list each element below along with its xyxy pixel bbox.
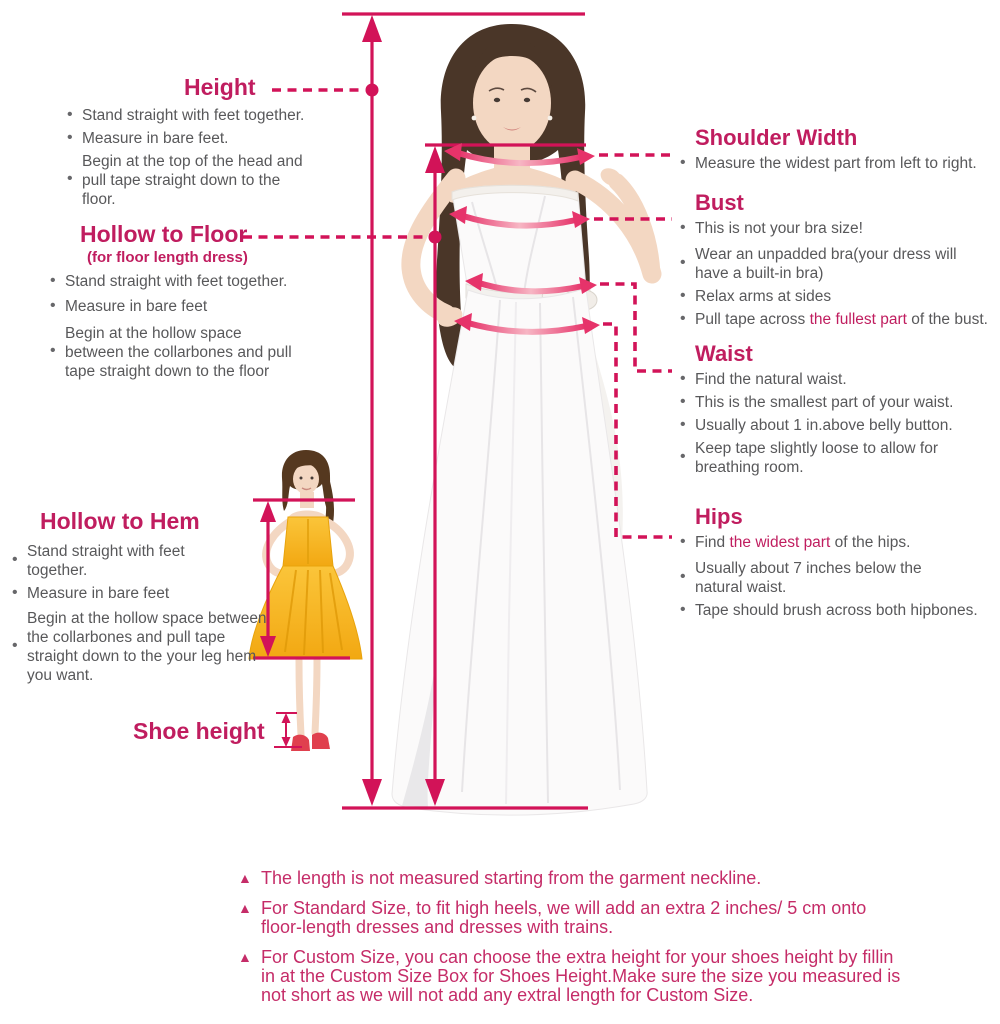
main-model-illustration (392, 24, 652, 815)
hips-bullet: • Tape should brush across both hipbones. (678, 601, 963, 620)
section-height (62, 76, 322, 209)
footnote: ▲ The length is not measured starting from the garment neckline. (238, 868, 762, 888)
bust-bullet: • Relax arms at sides (678, 287, 963, 306)
section-waist (676, 343, 996, 477)
small-model-left-shoe (291, 735, 310, 751)
hollow-to-hem-bullet: • Begin at the hollow space between the collarbones and pull tape straight down to the your leg hem you want. (10, 609, 268, 685)
hollow-to-floor-subtitle: (for floor length dress) (87, 248, 248, 266)
bust-title: Bust (695, 190, 744, 215)
bust-bullet: • This is not your bra size! (678, 219, 963, 238)
waist-title: Waist (695, 341, 753, 366)
shoe-height-title: Shoe height (133, 718, 265, 744)
hollow-to-hem-bullet: • Stand straight with feet together. (10, 542, 207, 580)
shoulder-width-bullet: • Measure the widest part from left to right. (678, 154, 963, 173)
section-hips (676, 506, 1000, 620)
footnote: ▲ For Custom Size, you can choose the extra height for your shoes height by fillin in at the Custom Size Box for Shoes Height.Make sure the size you measured is not short as we will not add any extral length for Custom Size. (238, 947, 901, 1005)
hips-bullet: • Usually about 7 inches below the natural waist. (678, 559, 963, 597)
height-bullet: • Begin at the top of the head and pull tape straight down to the floor. (65, 152, 317, 209)
bust-bullet: • Wear an unpadded bra(your dress will have a built-in bra) (678, 245, 963, 283)
waist-bullet: • Keep tape slightly loose to allow for breathing room. (678, 439, 963, 477)
warning-triangle-icon: ▲ (238, 949, 252, 965)
hollow-to-floor-bullet: • Begin at the hollow space between the collarbones and pull tape straight down to the floor (48, 324, 298, 381)
hollow-to-hem-title: Hollow to Hem (40, 508, 200, 534)
height-bullet: • Measure in bare feet. (65, 129, 317, 148)
small-model-right-shoe (312, 733, 330, 749)
waist-connector (600, 284, 672, 371)
footnotes (238, 869, 998, 1016)
waist-bullet: • Find the natural waist. (678, 370, 963, 389)
height-title: Height (184, 74, 256, 100)
section-hollow-to-hem (10, 510, 270, 685)
section-shoe-height (133, 720, 265, 744)
warning-triangle-icon: ▲ (238, 870, 252, 886)
section-bust (676, 192, 996, 329)
section-shoulder-width (676, 127, 996, 173)
hips-bullet: • Find the widest part of the hips. (678, 533, 963, 552)
footnote: ▲ For Standard Size, to fit high heels, we will add an extra 2 inches/ 5 cm onto floor-length dresses and dresses with trains. (238, 898, 867, 937)
hollow-to-floor-bullet: • Stand straight with feet together. (48, 272, 298, 291)
waist-bullet: • This is the smallest part of your waist. (678, 393, 963, 412)
hollow-to-floor-title: Hollow to Floor (80, 221, 248, 247)
waist-bullet: • Usually about 1 in.above belly button. (678, 416, 963, 435)
height-bullet: • Stand straight with feet together. (65, 106, 317, 125)
hollow-to-hem-bullet: • Measure in bare feet (10, 584, 268, 603)
small-model-left-leg (299, 660, 301, 735)
hips-title: Hips (695, 504, 743, 529)
warning-triangle-icon: ▲ (238, 900, 252, 916)
hips-highlight: the widest part (729, 533, 831, 551)
shoulder-width-title: Shoulder Width (695, 125, 858, 150)
bust-highlight: the fullest part (809, 310, 907, 328)
hollow-to-floor-bullet: • Measure in bare feet (48, 297, 298, 316)
small-model-right-leg (315, 660, 317, 733)
main-model-face (473, 54, 551, 152)
section-hollow-to-floor (45, 223, 305, 381)
bust-bullet: • Pull tape across the fullest part of the bust. (678, 310, 963, 329)
